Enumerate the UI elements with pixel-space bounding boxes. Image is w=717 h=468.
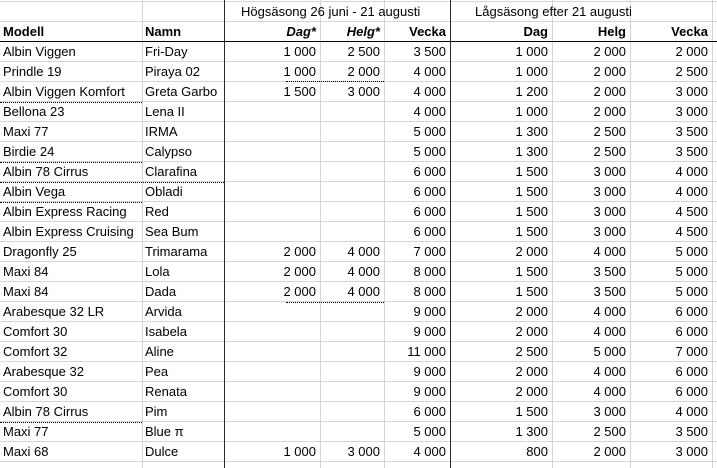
cell-high-weekend[interactable]: 4 000 — [347, 244, 380, 259]
cell-high-day[interactable] — [224, 162, 320, 182]
cell-low-weekend[interactable]: 5 000 — [593, 344, 626, 359]
cell-name[interactable]: Aline — [145, 344, 174, 359]
cell-high-week[interactable]: 6 000 — [413, 164, 446, 179]
cell-name[interactable]: Fri-Day — [145, 44, 188, 59]
cell-name[interactable]: Clarafina — [145, 164, 198, 179]
cell-high-day[interactable] — [224, 122, 320, 142]
cell-name[interactable]: Dada — [145, 284, 177, 299]
col-header-low-day[interactable]: Dag — [523, 24, 548, 39]
cell-low-weekend[interactable]: 4 000 — [593, 384, 626, 399]
cell-high-weekend[interactable] — [320, 222, 384, 242]
cell-high-day[interactable] — [224, 102, 320, 122]
cell-low-week[interactable]: 2 000 — [675, 44, 708, 59]
cell-high-weekend[interactable]: 2 000 — [347, 64, 380, 79]
cell-low-week[interactable]: 4 500 — [675, 204, 708, 219]
cell-model[interactable]: Bellona 23 — [3, 104, 65, 119]
cell-low-week[interactable]: 4 000 — [675, 184, 708, 199]
cell-low-weekend[interactable]: 2 000 — [593, 444, 626, 459]
cell-model[interactable]: Maxi 84 — [3, 284, 49, 299]
cell-low-week[interactable]: 3 000 — [675, 84, 708, 99]
col-header-low-weekend[interactable]: Helg — [597, 24, 626, 39]
cell-low-day[interactable]: 1 500 — [515, 284, 548, 299]
cell-low-day[interactable]: 2 000 — [515, 384, 548, 399]
cell-name[interactable]: Sea Bum — [145, 224, 199, 239]
cell-low-week[interactable]: 6 000 — [675, 324, 708, 339]
cell-name[interactable]: Arvida — [145, 304, 182, 319]
cell-high-weekend[interactable] — [320, 202, 384, 222]
cell-model[interactable]: Albin Express Racing — [3, 204, 127, 219]
cell-high-weekend[interactable] — [320, 162, 384, 182]
cell-low-weekend[interactable]: 2 500 — [593, 124, 626, 139]
cell-low-day[interactable]: 1 000 — [515, 104, 548, 119]
cell-name[interactable]: Red — [145, 204, 169, 219]
cell-high-weekend[interactable] — [320, 302, 384, 322]
cell-low-day[interactable]: 2 000 — [515, 364, 548, 379]
cell-low-week[interactable]: 3 500 — [675, 124, 708, 139]
cell-name[interactable]: Pea — [145, 364, 169, 379]
cell-model[interactable]: Albin Express Cruising — [3, 224, 134, 239]
cell-low-day[interactable]: 1 000 — [515, 64, 548, 79]
cell-low-day[interactable]: 1 300 — [515, 144, 548, 159]
cell-high-weekend[interactable] — [320, 182, 384, 202]
cell-model[interactable]: Albin Viggen — [3, 44, 76, 59]
cell-high-week[interactable]: 8 000 — [413, 284, 446, 299]
cell-high-day[interactable] — [224, 382, 320, 402]
cell-high-day[interactable]: 1 000 — [283, 64, 316, 79]
cell-high-week[interactable]: 8 000 — [413, 264, 446, 279]
cell-low-day[interactable]: 1 300 — [515, 424, 548, 439]
cell-name[interactable]: Blue π — [145, 424, 184, 439]
cell-high-week[interactable]: 9 000 — [413, 324, 446, 339]
cell-name[interactable]: Renata — [145, 384, 187, 399]
cell-low-weekend[interactable]: 4 000 — [593, 304, 626, 319]
cell-high-week[interactable]: 9 000 — [413, 304, 446, 319]
cell-high-weekend[interactable] — [320, 322, 384, 342]
cell-low-week[interactable]: 5 000 — [675, 244, 708, 259]
cell-high-day[interactable]: 1 500 — [283, 84, 316, 99]
cell-low-weekend[interactable]: 2 000 — [593, 84, 626, 99]
col-header-name[interactable]: Namn — [145, 24, 182, 39]
cell-model[interactable]: Maxi 84 — [3, 264, 49, 279]
cell-high-week[interactable]: 3 500 — [413, 44, 446, 59]
cell-low-week[interactable]: 4 000 — [675, 404, 708, 419]
cell-high-day[interactable] — [224, 422, 320, 442]
cell-high-day[interactable]: 2 000 — [283, 244, 316, 259]
cell-high-week[interactable]: 5 000 — [413, 124, 446, 139]
cell-low-week[interactable]: 6 000 — [675, 364, 708, 379]
cell-low-weekend[interactable]: 2 500 — [593, 144, 626, 159]
col-header-high-weekend[interactable]: Helg* — [346, 24, 380, 39]
cell-model[interactable]: Albin 78 Cirrus — [3, 164, 89, 179]
cell-high-weekend[interactable] — [320, 122, 384, 142]
cell-low-week[interactable]: 2 500 — [675, 64, 708, 79]
col-header-high-day[interactable]: Dag* — [286, 24, 316, 39]
cell-name[interactable]: Calypso — [145, 144, 192, 159]
cell-low-week[interactable]: 3 500 — [675, 144, 708, 159]
cell-name[interactable]: IRMA — [145, 124, 178, 139]
cell-low-week[interactable]: 4 500 — [675, 224, 708, 239]
cell-high-day[interactable] — [224, 302, 320, 322]
cell-low-weekend[interactable]: 3 500 — [593, 284, 626, 299]
cell-low-day[interactable]: 2 000 — [515, 324, 548, 339]
cell-model[interactable]: Albin Viggen Komfort — [3, 84, 125, 99]
cell-high-day[interactable] — [224, 362, 320, 382]
cell-low-week[interactable]: 7 000 — [675, 344, 708, 359]
cell-high-week[interactable]: 6 000 — [413, 404, 446, 419]
col-header-model[interactable]: Modell — [3, 24, 45, 39]
cell-low-weekend[interactable]: 3 000 — [593, 224, 626, 239]
cell-high-day[interactable] — [224, 222, 320, 242]
cell-name[interactable]: Piraya 02 — [145, 64, 200, 79]
cell-low-day[interactable]: 1 500 — [515, 184, 548, 199]
cell-high-day[interactable] — [224, 182, 320, 202]
cell-name[interactable]: Dulce — [145, 444, 179, 459]
cell-model[interactable]: Comfort 30 — [3, 324, 68, 339]
cell-low-week[interactable]: 5 000 — [675, 284, 708, 299]
cell-low-weekend[interactable]: 4 000 — [593, 364, 626, 379]
cell-low-week[interactable]: 6 000 — [675, 384, 708, 399]
cell-low-day[interactable]: 800 — [526, 444, 548, 459]
cell-low-day[interactable]: 2 000 — [515, 304, 548, 319]
cell-low-day[interactable]: 1 500 — [515, 204, 548, 219]
cell-low-weekend[interactable]: 2 000 — [593, 44, 626, 59]
cell-low-weekend[interactable]: 2 000 — [593, 64, 626, 79]
cell-high-week[interactable]: 11 000 — [407, 344, 446, 359]
cell-low-week[interactable]: 3 000 — [675, 104, 708, 119]
cell-high-week[interactable]: 5 000 — [413, 424, 446, 439]
cell-low-week[interactable]: 3 500 — [675, 424, 708, 439]
cell-name[interactable]: Obladi — [145, 184, 183, 199]
cell-high-weekend[interactable] — [320, 382, 384, 402]
cell-model[interactable]: Birdie 24 — [3, 144, 55, 159]
cell-high-weekend[interactable] — [320, 402, 384, 422]
cell-low-weekend[interactable]: 2 000 — [593, 104, 626, 119]
cell-high-day[interactable]: 1 000 — [283, 44, 316, 59]
cell-low-day[interactable]: 1 500 — [515, 404, 548, 419]
cell-model[interactable]: Albin Vega — [3, 184, 66, 199]
cell-high-week[interactable]: 4 000 — [413, 104, 446, 119]
col-header-high-week[interactable]: Vecka — [409, 24, 446, 39]
cell-high-weekend[interactable]: 3 000 — [347, 444, 380, 459]
cell-high-week[interactable]: 6 000 — [413, 204, 446, 219]
cell-name[interactable]: Greta Garbo — [145, 84, 218, 99]
cell-high-week[interactable]: 9 000 — [413, 364, 446, 379]
cell-high-weekend[interactable] — [320, 102, 384, 122]
cell-high-day[interactable]: 2 000 — [283, 264, 316, 279]
cell-model[interactable]: Albin 78 Cirrus — [3, 404, 89, 419]
cell-name[interactable]: Lola — [145, 264, 170, 279]
cell-low-weekend[interactable]: 3 000 — [593, 404, 626, 419]
cell-model[interactable]: Maxi 77 — [3, 124, 49, 139]
cell-low-week[interactable]: 3 000 — [675, 444, 708, 459]
grid-col-line — [712, 0, 713, 468]
cell-high-day[interactable] — [224, 342, 320, 362]
cell-high-week[interactable]: 7 000 — [413, 244, 446, 259]
cell-low-weekend[interactable]: 4 000 — [593, 324, 626, 339]
cell-low-weekend[interactable]: 3 000 — [593, 164, 626, 179]
cell-low-week[interactable]: 5 000 — [675, 264, 708, 279]
cell-model[interactable]: Maxi 68 — [3, 444, 49, 459]
cell-low-day[interactable]: 1 300 — [515, 124, 548, 139]
cell-high-day[interactable] — [224, 322, 320, 342]
cell-name[interactable]: Isabela — [145, 324, 187, 339]
cell-low-weekend[interactable]: 3 500 — [593, 264, 626, 279]
cell-high-week[interactable]: 6 000 — [413, 184, 446, 199]
cell-model[interactable]: Maxi 77 — [3, 424, 49, 439]
cell-high-weekend[interactable] — [320, 342, 384, 362]
cell-low-day[interactable]: 2 000 — [515, 244, 548, 259]
cell-low-day[interactable]: 1 000 — [515, 44, 548, 59]
cell-high-week[interactable]: 9 000 — [413, 384, 446, 399]
cell-high-day[interactable]: 2 000 — [283, 284, 316, 299]
cell-high-week[interactable]: 4 000 — [413, 64, 446, 79]
cell-low-weekend[interactable]: 4 000 — [593, 244, 626, 259]
cell-name[interactable]: Lena II — [145, 104, 185, 119]
cell-model[interactable]: Dragonfly 25 — [3, 244, 77, 259]
cell-high-weekend[interactable] — [320, 142, 384, 162]
cell-high-week[interactable]: 6 000 — [413, 224, 446, 239]
cell-low-day[interactable]: 1 500 — [515, 264, 548, 279]
cell-high-weekend[interactable] — [320, 422, 384, 442]
cell-model[interactable]: Arabesque 32 LR — [3, 304, 105, 319]
cell-model[interactable]: Prindle 19 — [3, 64, 62, 79]
low-season-header[interactable]: Lågsäsong efter 21 augusti — [475, 4, 632, 19]
cell-low-day[interactable]: 1 500 — [515, 164, 548, 179]
cell-high-day[interactable] — [224, 142, 320, 162]
cell-model[interactable]: Comfort 32 — [3, 344, 68, 359]
cell-high-weekend[interactable]: 4 000 — [347, 284, 380, 299]
cell-low-week[interactable]: 4 000 — [675, 164, 708, 179]
cell-high-week[interactable]: 4 000 — [413, 84, 446, 99]
cell-high-day[interactable] — [224, 402, 320, 422]
cell-low-day[interactable]: 2 500 — [515, 344, 548, 359]
cell-high-week[interactable]: 4 000 — [413, 444, 446, 459]
col-header-low-week[interactable]: Vecka — [671, 24, 708, 39]
cell-name[interactable]: Pim — [145, 404, 168, 419]
cell-model[interactable]: Arabesque 32 — [3, 364, 84, 379]
high-season-header[interactable]: Högsäsong 26 juni - 21 augusti — [241, 4, 421, 19]
cell-low-weekend[interactable]: 3 000 — [593, 184, 626, 199]
cell-low-week[interactable]: 6 000 — [675, 304, 708, 319]
cell-name[interactable]: Trimarama — [145, 244, 208, 259]
cell-high-weekend[interactable] — [320, 362, 384, 382]
cell-high-week[interactable]: 5 000 — [413, 144, 446, 159]
cell-low-day[interactable]: 1 500 — [515, 224, 548, 239]
cell-high-day[interactable] — [224, 202, 320, 222]
cell-low-weekend[interactable]: 2 500 — [593, 424, 626, 439]
cell-high-weekend[interactable]: 2 500 — [347, 44, 380, 59]
cell-low-weekend[interactable]: 3 000 — [593, 204, 626, 219]
cell-high-day[interactable]: 1 000 — [283, 444, 316, 459]
cell-high-weekend[interactable]: 4 000 — [347, 264, 380, 279]
cell-low-day[interactable]: 1 200 — [515, 84, 548, 99]
cell-model[interactable]: Comfort 30 — [3, 384, 68, 399]
cell-high-weekend[interactable]: 3 000 — [347, 84, 380, 99]
